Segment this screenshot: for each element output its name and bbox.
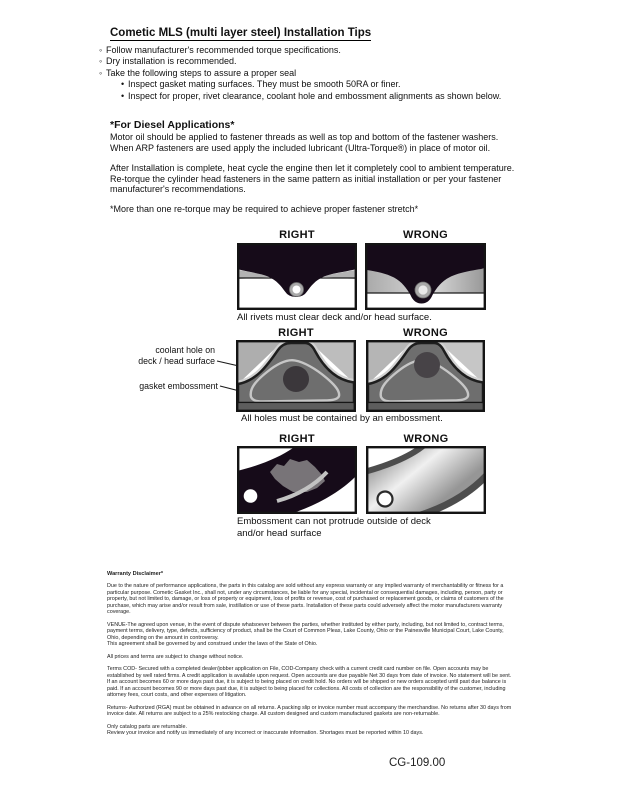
rivet-clearance-wrong-icon xyxy=(365,243,486,310)
d1-caption: All rivets must clear deck and/or head surface. xyxy=(237,312,432,323)
d2-right-label: RIGHT xyxy=(278,327,314,339)
d1-wrong-label: WRONG xyxy=(403,229,448,241)
page-code: CG-109.00 xyxy=(389,757,446,769)
list-item-text: Inspect for proper, rivet clearance, coolant hole and embossment alignments as shown below. xyxy=(128,90,502,101)
warranty-disclaimer xyxy=(107,571,514,737)
circle-bullet-icon xyxy=(99,45,106,56)
label-line: coolant hole on xyxy=(155,345,215,355)
warranty-paragraph: Only catalog parts are returnable. xyxy=(107,723,188,730)
installation-tips-list xyxy=(99,45,529,102)
list-item-text: Dry installation is recommended. xyxy=(106,56,237,67)
diesel-paragraph-2: After Installation is complete, heat cycle the engine then let it completely cool to ambient temperature. Re-torque the cylinder head fasteners in the same pattern as initial installation or per your fastener manufacturer's recommendations. xyxy=(110,163,515,195)
warranty-paragraph: Review your invoice and notify us immediately of any incorrect or inaccurate information. Shortages must be reported within 10 days. xyxy=(107,730,424,736)
caption-line: and/or head surface xyxy=(237,527,322,539)
list-item xyxy=(99,68,529,79)
d3-wrong-diagram xyxy=(366,446,486,514)
warranty-paragraph: Returns- Authorized (RGA) must be obtained in advance on all returns. A packing slip or invoice number must accompany the merchandise. No returns after 30 days from invoice date. All returns are subject to a 25% restocking charge. All custom designed and custom manufactured gaskets are non-returnable. xyxy=(107,704,512,717)
d3-right-diagram xyxy=(237,446,357,514)
d3-caption xyxy=(237,516,477,539)
d3-right-label: RIGHT xyxy=(279,433,315,445)
embossment-protrusion-right-icon xyxy=(237,446,357,514)
diesel-paragraph-3: *More than one re-torque may be required to achieve proper fastener stretch* xyxy=(110,204,419,214)
circle-bullet-icon xyxy=(99,68,106,79)
d2-wrong-diagram xyxy=(366,340,485,412)
warranty-paragraph: All prices and terms are subject to change without notice. xyxy=(107,653,244,660)
hole-embossment-wrong-icon xyxy=(366,340,485,412)
page-title xyxy=(110,27,371,41)
d1-right-label: RIGHT xyxy=(279,229,315,241)
list-item xyxy=(99,45,529,56)
page-title-text: Cometic MLS (multi layer steel) Installation Tips xyxy=(110,27,372,39)
list-item xyxy=(99,79,529,90)
list-item-text: Take the following steps to assure a proper seal xyxy=(106,67,297,78)
d3-wrong-label: WRONG xyxy=(403,433,449,445)
d2-embossment-label: gasket embossment xyxy=(139,381,218,391)
list-item xyxy=(99,56,529,67)
d2-wrong-label: WRONG xyxy=(403,327,448,339)
diesel-section-heading: *For Diesel Applications* xyxy=(110,119,235,131)
warranty-heading: Warranty Disclaimer* xyxy=(107,571,164,577)
dot-bullet-icon xyxy=(121,91,128,102)
label-line: deck / head surface xyxy=(138,356,215,366)
dot-bullet-icon xyxy=(121,79,128,90)
d1-right-diagram xyxy=(237,243,357,310)
caption-line: Embossment can not protrude outside of deck xyxy=(237,516,431,527)
circle-bullet-icon xyxy=(99,56,106,67)
list-item xyxy=(99,91,529,102)
rivet-clearance-right-icon xyxy=(237,243,357,310)
warranty-paragraph: Due to the nature of performance applications, the parts in this catalog are sold without any express warranty or any implied warranty of merchantability or fitness for a particular purpose. Cometic Gasket Inc., shall not, under any circumstances, be liable for any special, incidental or consequential damages, including, person, party or property, but not limited to, damage, or loss of property or equipment, loss of profits or revenue, cost of purchased or replacement goods, or claims of customers of the purchase, which may arise and/or result from sale, instillation or use of these parts. Installation of these parts could adversely affect the motor manufacturers warranty coverage. xyxy=(107,583,504,615)
d2-coolant-hole-label xyxy=(95,345,215,367)
embossment-protrusion-wrong-icon xyxy=(366,446,486,514)
warranty-paragraph: VENUE-The agreed upon venue, in the event of dispute whatsoever between the parties, whether instituted by either party, including, but not limited to, contract terms, payment terms, delivery, type, defects, sufficiency of product, shall be the Court of Common Pleas, Lake County, Ohio or the Painesville Municipal Court, Lake County, Ohio, depending on the amount in controversy. xyxy=(107,621,504,641)
diesel-paragraph-1: Motor oil should be applied to fastener threads as well as top and bottom of the fastener washers. When ARP fasteners are used apply the included lubricant (Ultra-Torque®) in place of motor oil. xyxy=(110,132,499,153)
d2-right-diagram xyxy=(236,340,356,412)
hole-embossment-right-icon xyxy=(236,340,356,412)
list-item-text: Inspect gasket mating surfaces. They must be smooth 50RA or finer. xyxy=(128,79,401,90)
warranty-paragraph: Terms COD- Secured with a completed dealer/jobber application on File, COD-Company check with a current credit card number on file. Open accounts may be established by well rated firms. A credit application is available upon request. Open accounts are due payable Net 30 days from date of invoice. No statement will be sent. If an account becomes 60 or more days past due, it is subject to being placed on credit hold. No orders will be shipped or new orders accepted until past due balance is paid. If an account becomes 90 or more days past due, it is subject to being placed for collections. All costs of collection are the responsibility of the customer, including attorney fees, court costs, and other expenses of litigation. xyxy=(107,666,512,698)
d1-wrong-diagram xyxy=(365,243,486,310)
warranty-paragraph: This agreement shall be governed by and construed under the laws of the State of Ohio. xyxy=(107,641,318,647)
d2-caption: All holes must be contained by an embossment. xyxy=(241,413,443,424)
list-item-text: Follow manufacturer's recommended torque specifications. xyxy=(106,45,341,55)
